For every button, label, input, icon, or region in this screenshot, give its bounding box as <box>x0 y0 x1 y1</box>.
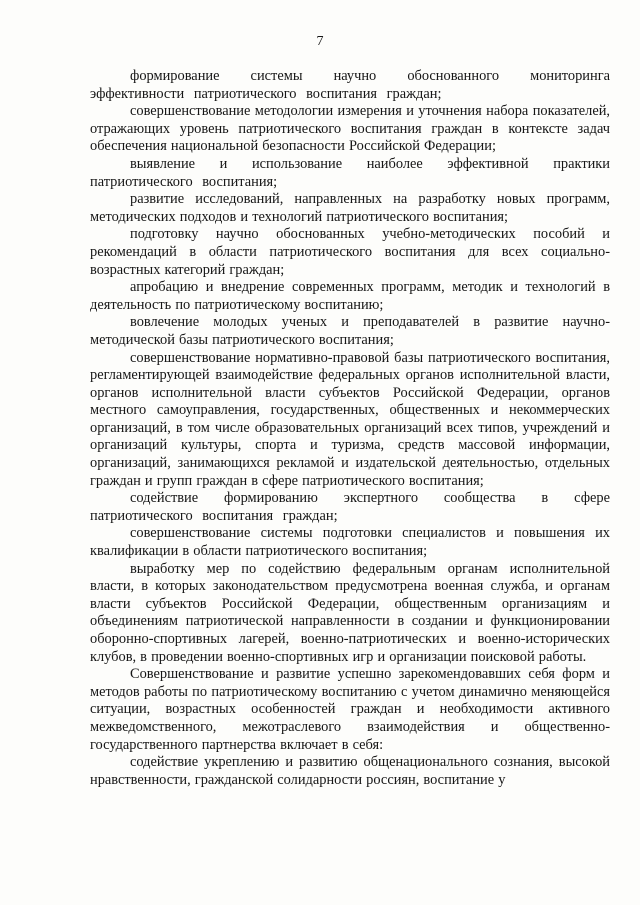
paragraph-teaching-aids: подготовку научно обоснованных учебно-методических пособий и рекомендаций в области патриотического воспитания для всех социально-возрастных категорий граждан; <box>90 226 610 278</box>
paragraph-legal-base: совершенствование нормативно-правовой базы патриотического воспитания, регламентирующей взаимодействие федеральных органов исполнительной власти, органов исполнительной власти субъектов Российской Федерации, органов местного самоуправления, государственных, общественных и некоммерческих организаций, в том числе образовательных организаций всех типов, учреждений и организаций культуры, спорта и туризма, средств массовой информации, организаций, занимающихся рекламой и издательской деятельностью, отдельных граждан и групп граждан в сфере патриотического воспитания; <box>90 349 610 489</box>
document-body <box>90 68 610 789</box>
paragraph-national-consciousness: содействие укреплению и развитию общенационального сознания, высокой нравственности, гражданской солидарности россиян, воспитание у <box>90 754 610 788</box>
paragraph-support-measures: выработку мер по содействию федеральным органам исполнительной власти, в которых законодательством предусмотрена военная служба, и органам власти субъектов Российской Федерации, общественным организациям и объединениям патриотической направленности в создании и функционировании оборонно-спортивных лагерей, военно-патриотических и военно-исторических клубов, в проведении военно-спортивных игр и организации поисковой работы. <box>90 560 610 665</box>
paragraph-approbation: апробацию и внедрение современных программ, методик и технологий в деятельность по патриотическому воспитанию; <box>90 279 610 313</box>
paragraph-best-practice: выявление и использование наиболее эффективной практики патриотического воспитания; <box>90 155 610 190</box>
paragraph-expert-community: содействие формированию экспертного сообщества в сфере патриотического воспитания граждан; <box>90 490 610 524</box>
paragraph-methodology: совершенствование методологии измерения и уточнения набора показателей, отражающих уровень патриотического воспитания граждан в контексте задач обеспечения национальной безопасности Российской Федерации; <box>90 103 610 155</box>
paragraph-forms-methods: Совершенствование и развитие успешно зарекомендовавших себя форм и методов работы по патриотическому воспитанию с учетом динамично меняющейся ситуации, возрастных особенностей граждан и необходимости активного межведомственного, межотраслевого взаимодействия и общественно-государственного партнерства включает в себя: <box>90 666 610 753</box>
paragraph-monitoring-system: формирование системы научно обоснованного мониторинга эффективности патриотического воспитания граждан; <box>90 68 610 102</box>
paragraph-training: совершенствование системы подготовки специалистов и повышения их квалификации в области патриотического воспитания; <box>90 525 610 560</box>
paragraph-young-scientists: вовлечение молодых ученых и преподавателей в развитие научно-методической базы патриотического воспитания; <box>90 314 610 348</box>
paragraph-research: развитие исследований, направленных на разработку новых программ, методических подходов и технологий патриотического воспитания; <box>90 191 610 225</box>
page-number: 7 <box>316 34 324 49</box>
